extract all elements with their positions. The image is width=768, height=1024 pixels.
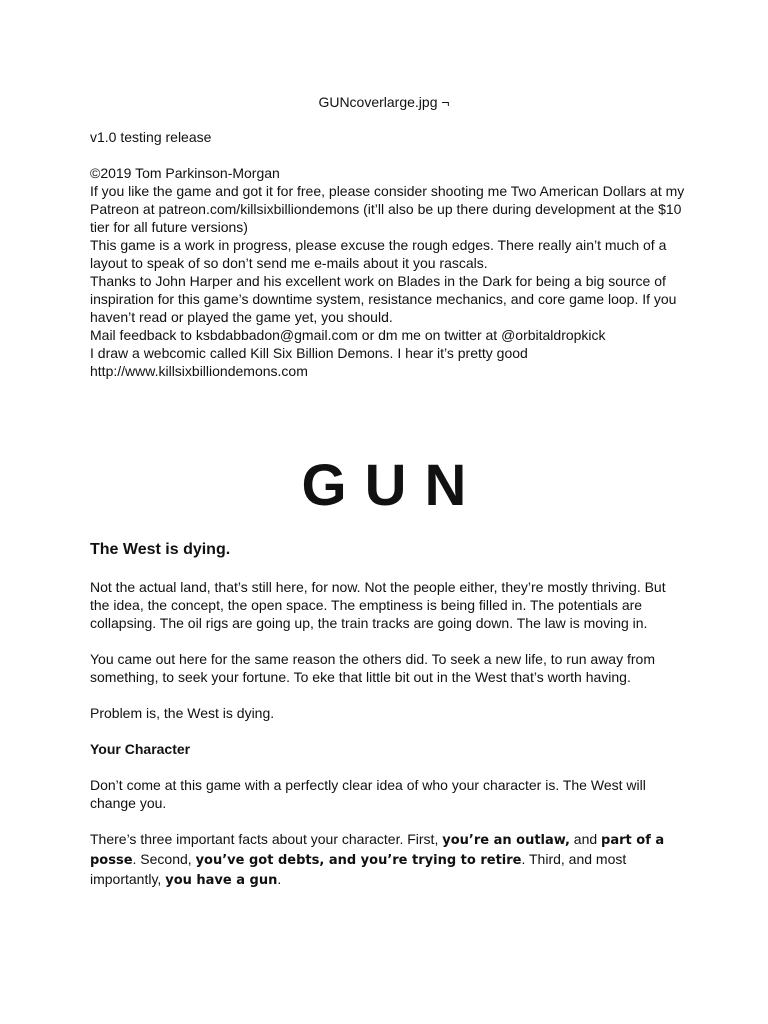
- facts-text-3: . Second,: [132, 851, 196, 867]
- character-facts-paragraph: [90, 830, 680, 890]
- character-paragraph-1: Don’t come at this game with a perfectly clear idea of who your character is. The West will change you.: [90, 777, 646, 811]
- game-title: GUN: [301, 453, 485, 518]
- facts-bold-outlaw: you’re an outlaw,: [442, 833, 570, 848]
- work-in-progress-note: This game is a work in progress, please excuse the rough edges. There really ain’t much of a layout to speak of so don’t send me e-mails about it you rascals.: [90, 237, 667, 271]
- image-filename-caption: GUNcoverlarge.jpg ¬: [318, 94, 450, 110]
- intro-heading: The West is dying.: [90, 541, 231, 558]
- patreon-note: If you like the game and got it for free, please consider shooting me Two American Dollars at my Patreon at patreon.com/killsixbilliondemons (it’ll also be up there during development at the $10 tier for all future versions): [90, 183, 685, 235]
- credits-block: [90, 164, 690, 380]
- character-heading: Your Character: [90, 741, 191, 757]
- webcomic-url: http://www.killsixbilliondemons.com: [90, 363, 308, 379]
- copyright-line: ©2019 Tom Parkinson-Morgan: [90, 165, 280, 181]
- facts-bold-debts: you’ve got debts, and you’re trying to retire: [195, 853, 522, 868]
- intro-paragraph-1: Not the actual land, that’s still here, for now. Not the people either, they’re mostly thriving. But the idea, the concept, the open space. The emptiness is being filled in. The potentials are collapsing. The oil rigs are going up, the train tracks are going down. The law is moving in.: [90, 579, 666, 631]
- feedback-note: Mail feedback to ksbdabbadon@gmail.com or dm me on twitter at @orbitaldropkick: [90, 327, 606, 343]
- facts-text-2: and: [569, 831, 602, 847]
- thanks-note: Thanks to John Harper and his excellent work on Blades in the Dark for being a big source of inspiration for this game’s downtime system, resistance mechanics, and core game loop. If you haven’t read or played the game yet, you should.: [90, 273, 677, 325]
- intro-paragraph-2: You came out here for the same reason the others did. To seek a new life, to run away from something, to seek your fortune. To eke that little bit out in the West that’s worth having.: [90, 651, 655, 685]
- facts-bold-gun: you have a gun: [165, 873, 278, 888]
- facts-text-4: . Third, and most importantly,: [90, 851, 627, 887]
- main-content: [90, 540, 680, 908]
- release-label: v1.0 testing release: [90, 129, 212, 145]
- intro-paragraph-3: Problem is, the West is dying.: [90, 705, 275, 721]
- facts-bold-posse: part of a posse: [90, 833, 665, 868]
- facts-text-1: There’s three important facts about your character. First,: [90, 831, 443, 847]
- facts-text-5: .: [277, 871, 282, 887]
- webcomic-note: I draw a webcomic called Kill Six Billion Demons. I hear it’s pretty good: [90, 345, 528, 361]
